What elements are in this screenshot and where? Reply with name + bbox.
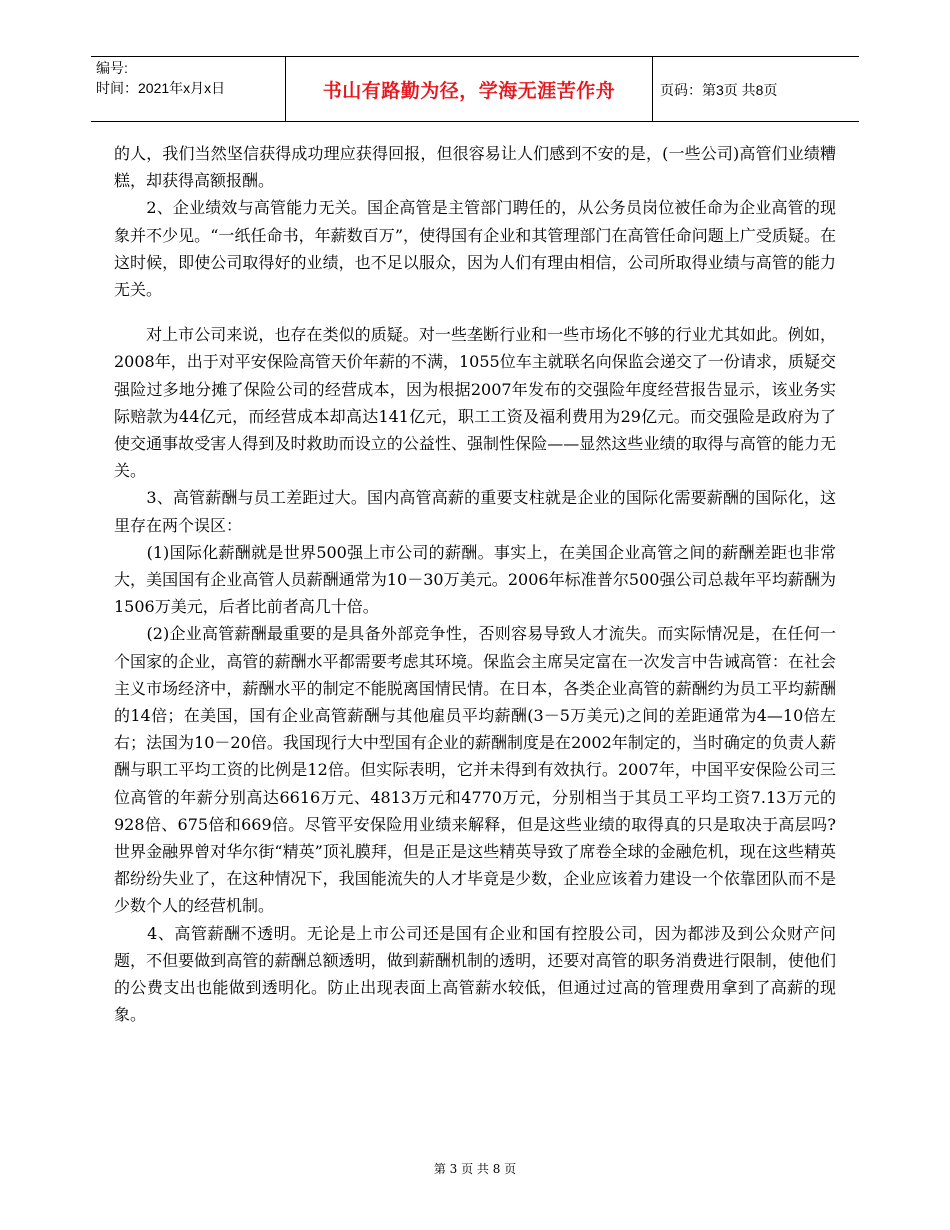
paragraph-listed-companies: 对上市公司来说，也存在类似的质疑。对一些垄断行业和一些市场化不够的行业尤其如此。例如，2008年，出于对平安保险高管天价年薪的不满，1055位车主就联名向保监会递交了一份请求，质疑交强险过多地分摊了保险公司的经营成本，因为根据2007年发布的交强险年度经营报告显示，该业务实际赔款为44亿元，而经营成本却高达141亿元，职工工资及福利费用为29亿元。而交强险是政府为了使交通事故受害人得到及时救助而设立的公益性、强制性保险——显然这些业绩的取得与高管的能力无关。 bbox=[114, 325, 836, 481]
header-bottom-rule bbox=[91, 121, 859, 122]
page-code: 页码：第3页 共8页 bbox=[660, 82, 778, 98]
time-label: 时间：2021年x月x日 bbox=[96, 80, 226, 96]
paragraph-point-3: 3、高管薪酬与员工差距过大。国内高管高薪的重要支柱就是企业的国际化需要薪酬的国际化，这里存在两个误区： bbox=[114, 488, 836, 535]
header-top-rule bbox=[91, 56, 859, 57]
paragraph-point-4: 4、高管薪酬不透明。无论是上市公司还是国有企业和国有控股公司，因为都涉及到公众财产问题，不但要做到高管的薪酬总额透明，做到薪酬机制的透明，还要对高管的职务消费进行限制，使他们的公费支出也能做到透明化。防止出现表面上高管薪水较低，但通过过高的管理费用拿到了高薪的现象。 bbox=[114, 923, 836, 1025]
paragraph-gap bbox=[114, 303, 836, 321]
paragraph-misconception-2: (2)企业高管薪酬最重要的是具备外部竞争性，否则容易导致人才流失。而实际情况是，在任何一个国家的企业，高管的薪酬水平都需要考虑其环境。保监会主席吴定富在一次发言中告诫高管：在社会主义市场经济中，薪酬水平的制定不能脱离国情民情。在日本，各类企业高管的薪酬约为员工平均薪酬的14倍；在美国，国有企业高管薪酬与其他雇员平均薪酬(3－5万美元)之间的差距通常为4—10倍左右；法国为10－20倍。我国现行大中型国有企业的薪酬制度是在2002年制定的，当时确定的负责人薪酬与职工平均工资的比例是12倍。但实际表明，它并未得到有效执行。2007年，中国平安保险公司三位高管的年薪分别高达6616万元、4813万元和4770万元，分别相当于其员工平均工资7.13万元的928倍、675倍和669倍。尽管平安保险用业绩来解释，但是这些业绩的取得真的只是取决于高层吗?世界金融界曾对华尔街“精英”顶礼膜拜，但是正是这些精英导致了席卷全球的金融危机，现在这些精英都纷纷失业了，在这种情况下，我国能流失的人才毕竟是少数，企业应该着力建设一个依靠团队而不是少数个人的经营机制。 bbox=[114, 624, 836, 916]
paragraph-continuation: 的人，我们当然坚信获得成功理应获得回报，但很容易让人们感到不安的是，(一些公司)高管们业绩糟糕，却获得高额报酬。 bbox=[114, 144, 836, 191]
paragraph-misconception-1: (1)国际化薪酬就是世界500强上市公司的薪酬。事实上，在美国企业高管之间的薪酬差距也非常大，美国国有企业高管人员薪酬通常为10－30万美元。2006年标准普尔500强公司总裁年平均薪酬为1506万美元，后者比前者高几十倍。 bbox=[114, 542, 836, 617]
document-body bbox=[114, 140, 836, 1029]
motto-banner: 书山有路勤为径，学海无涯苦作舟 bbox=[322, 80, 616, 102]
header-divider-right bbox=[652, 56, 653, 122]
serial-label: 编号: bbox=[96, 60, 128, 76]
paragraph-point-2: 2、企业绩效与高管能力无关。国企高管是主管部门聘任的，从公务员岗位被任命为企业高管的现象并不少见。“一纸任命书，年薪数百万”，使得国有企业和其管理部门在高管任命问题上广受质疑。在这时候，即使公司取得好的业绩，也不足以服众，因为人们有理由相信，公司所取得业绩与高管的能力无关。 bbox=[114, 198, 836, 300]
page-footer: 第 3 页 共 8 页 bbox=[433, 1162, 517, 1176]
